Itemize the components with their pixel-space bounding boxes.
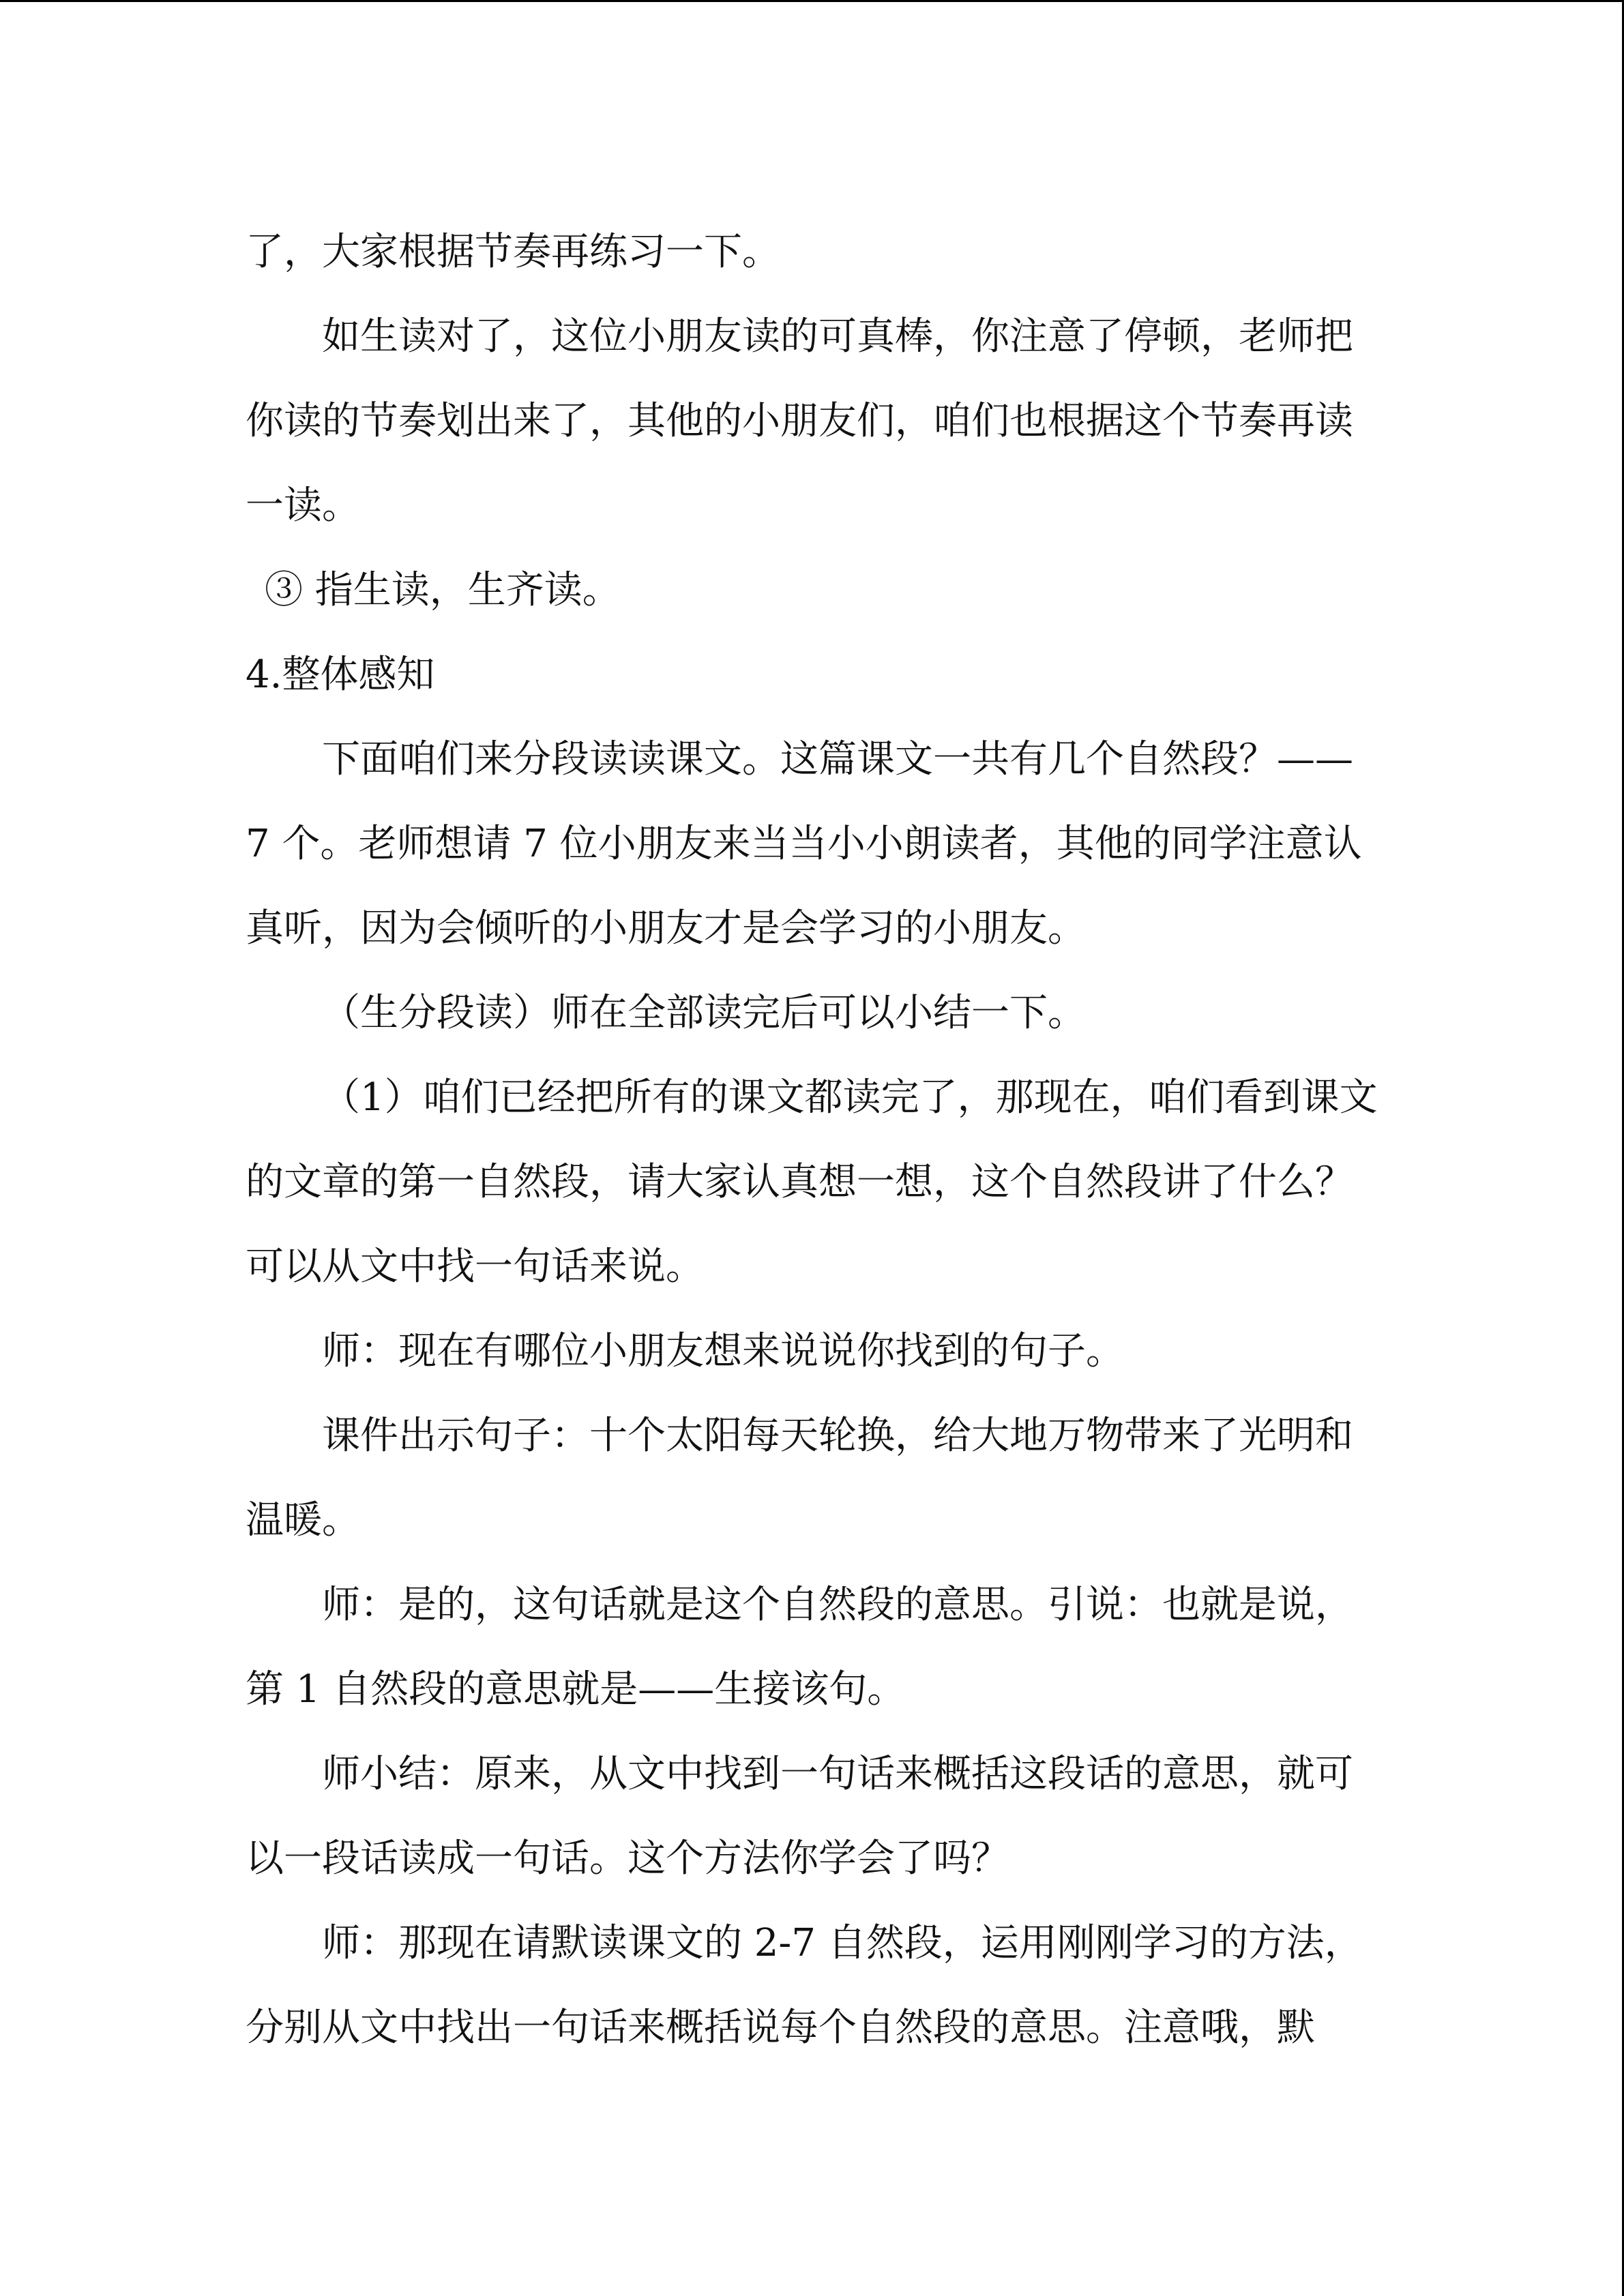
text-line: 你读的节奏划出来了，其他的小朋友们，咱们也根据这个节奏再读 [246,399,1353,443]
text-line: 7 个。老师想请 7 位小朋友来当当小小朗读者，其他的同学注意认 [246,822,1362,866]
text-line: （生分段读）师在全部读完后可以小结一下。 [322,991,1086,1035]
text-line: ③ 指生读，生齐读。 [265,568,621,612]
text-line: 可以从文中找一句话来说。 [246,1244,704,1289]
text-line: 第 1 自然段的意思就是——生接该句。 [246,1667,906,1712]
text-line: 了，大家根据节奏再练习一下。 [246,230,780,274]
text-line: 课件出示句子：十个太阳每天轮换，给大地万物带来了光明和 [322,1414,1353,1458]
text-line: 师：那现在请默读课文的 2-7 自然段，运用刚刚学习的方法， [322,1921,1363,1965]
text-line: 一读。 [246,483,360,528]
section-heading: 4.整体感知 [246,653,435,697]
text-line: 温暖。 [246,1498,360,1542]
text-line: 师小结：原来，从文中找到一句话来概括这段话的意思，就可 [322,1752,1353,1796]
text-line: 师：是的，这句话就是这个自然段的意思。引说：也就是说， [322,1583,1353,1627]
text-line: 师：现在有哪位小朋友想来说说你找到的句子。 [322,1329,1124,1373]
text-line: 下面咱们来分段读读课文。这篇课文一共有几个自然段？—— [322,737,1353,781]
text-line: （1）咱们已经把所有的课文都读完了，那现在，咱们看到课文 [322,1075,1378,1120]
text-line: 分别从文中找出一句话来概括说每个自然段的意思。注意哦，默 [246,2006,1315,2050]
text-line: 以一段话读成一句话。这个方法你学会了吗？ [246,1836,1009,1881]
text-line: 的文章的第一自然段，请大家认真想一想，这个自然段讲了什么？ [246,1160,1353,1204]
document-body [246,210,1378,2070]
text-line: 如生读对了，这位小朋友读的可真棒，你注意了停顿，老师把 [322,314,1353,359]
text-line: 真听，因为会倾听的小朋友才是会学习的小朋友。 [246,906,1086,951]
